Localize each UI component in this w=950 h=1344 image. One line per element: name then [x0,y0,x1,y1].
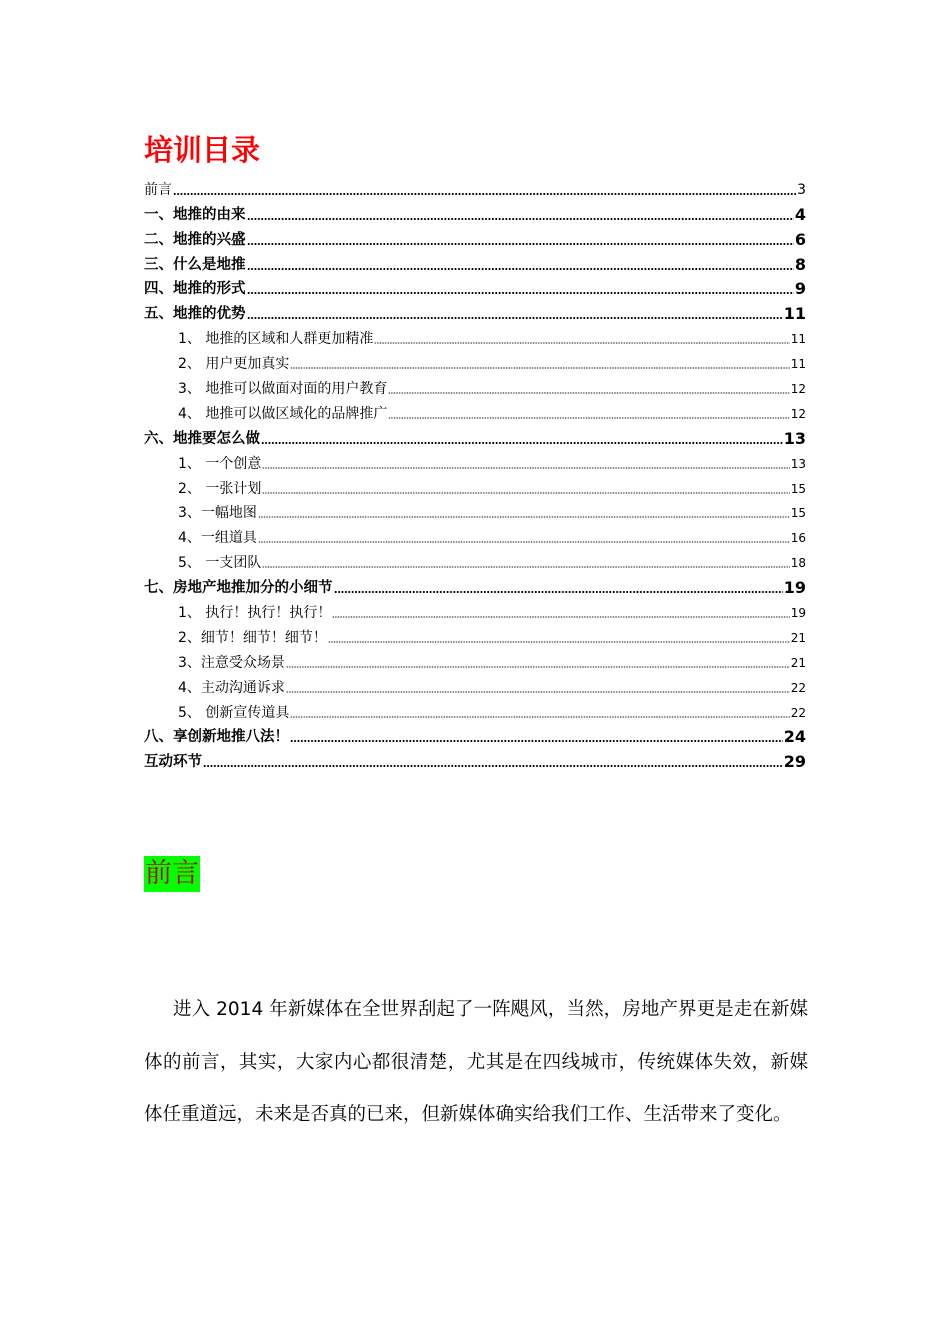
toc-entry[interactable] [144,522,806,547]
toc-entry-label: 1、 一个创意 [178,455,262,472]
table-of-contents [144,174,806,771]
toc-leader-dots [286,666,790,668]
toc-entry[interactable] [144,224,806,249]
toc-entry-label: 4、主动沟通诉求 [178,679,285,696]
toc-leader-dots [261,442,783,444]
toc-entry-label: 4、 地推可以做区域化的品牌推广 [178,405,388,422]
toc-entry-label: 互动环节 [144,754,202,771]
toc-entry-label: 八、享创新地推八法！ [144,729,289,746]
toc-entry-label: 1、 地推的区域和人群更加精准 [178,331,374,348]
toc-entry[interactable] [144,672,806,697]
toc-leader-dots [286,691,790,693]
toc-entry[interactable] [144,597,806,622]
toc-entry-label: 六、地推要怎么做 [144,430,260,447]
toc-entry[interactable] [144,547,806,572]
toc-leader-dots [332,616,789,618]
toc-entry-page-number: 9 [794,279,806,299]
toc-leader-dots [247,317,783,319]
toc-leader-dots [247,218,794,220]
toc-entry[interactable] [144,373,806,398]
toc-entry-page-number: 4 [794,204,806,224]
toc-entry[interactable] [144,622,806,647]
toc-entry-page-number: 18 [790,556,806,571]
toc-entry-label: 2、 用户更加真实 [178,356,290,373]
toc-leader-dots [262,467,789,469]
toc-leader-dots [290,716,789,718]
toc-entry[interactable] [144,722,806,747]
toc-entry-page-number: 6 [794,229,806,249]
toc-entry-page-number: 11 [783,304,806,324]
toc-entry-page-number: 12 [790,382,806,397]
section-heading: 前言 [144,856,200,892]
toc-entry-page-number: 13 [783,428,806,448]
toc-entry[interactable] [144,199,806,224]
toc-entry[interactable] [144,498,806,523]
toc-entry-page-number: 11 [790,357,806,372]
toc-entry[interactable] [144,298,806,323]
toc-entry-label: 1、 执行！执行！执行！ [178,605,332,622]
toc-entry[interactable] [144,572,806,597]
toc-entry-page-number: 22 [790,705,806,720]
toc-entry-label: 5、 创新宣传道具 [178,704,290,721]
toc-leader-dots [374,342,789,344]
toc-leader-dots [388,417,789,419]
toc-entry-page-number: 8 [794,254,806,274]
toc-entry-page-number: 19 [790,606,806,621]
toc-entry-label: 2、 一张计划 [178,480,262,497]
toc-entry[interactable] [144,348,806,373]
toc-leader-dots [247,243,794,245]
toc-entry-label: 五、地推的优势 [144,306,246,323]
toc-entry-label: 四、地推的形式 [144,281,246,298]
toc-leader-dots [262,566,789,568]
toc-leader-dots [203,765,783,767]
toc-entry-label: 3、一幅地图 [178,505,257,522]
toc-entry-page-number: 19 [783,578,806,598]
toc-entry[interactable] [144,746,806,771]
toc-entry-page-number: 15 [790,506,806,521]
toc-entry-page-number: 13 [790,456,806,471]
toc-entry-page-number: 21 [790,630,806,645]
toc-entry[interactable] [144,249,806,274]
toc-leader-dots [388,392,789,394]
toc-title: 培训目录 [144,133,261,167]
toc-leader-dots [258,516,790,518]
toc-entry-label: 3、注意受众场景 [178,654,285,671]
toc-leader-dots [262,492,789,494]
toc-entry-page-number: 16 [790,531,806,546]
toc-entry-page-number: 22 [790,680,806,695]
toc-entry-label: 3、 地推可以做面对面的用户教育 [178,381,388,398]
toc-entry[interactable] [144,473,806,498]
toc-leader-dots [247,292,794,294]
toc-entry-page-number: 12 [790,406,806,421]
toc-entry-page-number: 11 [790,332,806,347]
toc-entry[interactable] [144,274,806,299]
toc-entry[interactable] [144,647,806,672]
toc-leader-dots [334,591,783,593]
body-paragraph: 进入 2014 年新媒体在全世界刮起了一阵飓风，当然，房地产界更是走在新媒体的前言，其实，大家内心都很清楚，尤其是在四线城市，传统媒体失效，新媒体任重道远，未来是否真的已来，但新媒体确实给我们工作、生活带来了变化。 [144,999,808,1125]
toc-entry-page-number: 24 [783,727,806,747]
toc-leader-dots [173,193,796,195]
toc-entry-label: 三、什么是地推 [144,256,246,273]
toc-entry-page-number: 3 [797,181,806,198]
toc-entry-label: 一、地推的由来 [144,206,246,223]
toc-leader-dots [258,541,790,543]
toc-leader-dots [290,740,783,742]
toc-entry[interactable] [144,697,806,722]
toc-entry-page-number: 15 [790,481,806,496]
toc-entry[interactable] [144,323,806,348]
toc-entry[interactable] [144,398,806,423]
toc-entry-label: 2、细节！细节！细节！ [178,629,327,646]
toc-entry-label: 前言 [144,181,172,198]
toc-entry-page-number: 29 [783,752,806,772]
toc-entry[interactable] [144,423,806,448]
toc-entry-page-number: 21 [790,655,806,670]
toc-leader-dots [328,641,790,643]
toc-entry[interactable] [144,448,806,473]
toc-leader-dots [290,367,789,369]
toc-entry-label: 5、 一支团队 [178,555,262,572]
toc-entry-label: 二、地推的兴盛 [144,231,246,248]
toc-entry[interactable] [144,174,806,199]
toc-leader-dots [247,268,794,270]
toc-entry-label: 七、房地产地推加分的小细节 [144,580,333,597]
toc-entry-label: 4、一组道具 [178,530,257,547]
